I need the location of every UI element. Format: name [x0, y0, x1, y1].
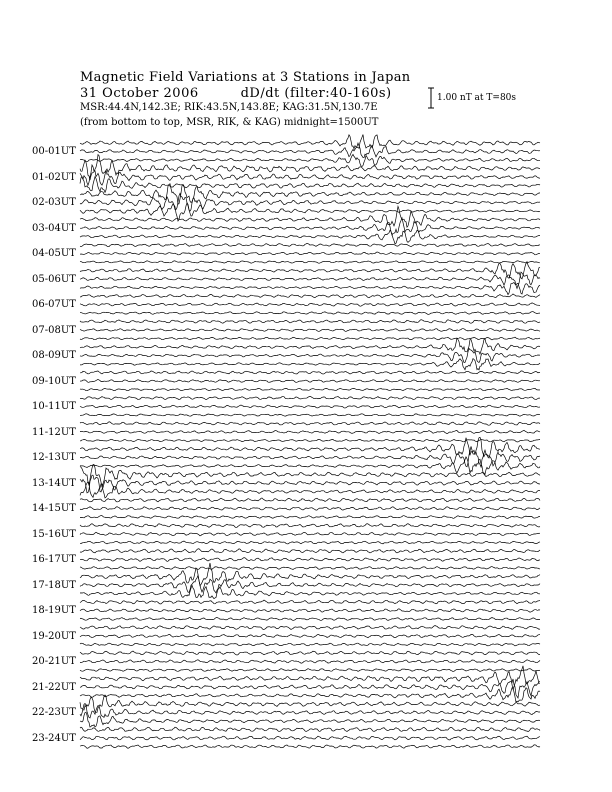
trace-01-02UT-KAG — [80, 155, 540, 181]
trace-10-11UT-KAG — [80, 396, 540, 399]
hour-label-21-22UT: 21-22UT — [32, 681, 76, 693]
trace-06-07UT-RIK — [80, 303, 540, 306]
hour-label-02-03UT: 02-03UT — [32, 197, 76, 208]
trace-20-21UT-KAG — [80, 651, 540, 655]
hour-label-09-10UT: 09-10UT — [32, 375, 76, 387]
trace-19-20UT-RIK — [80, 634, 540, 637]
trace-01-02UT-RIK — [80, 165, 540, 185]
hour-label-16-17UT: 16-17UT — [32, 554, 76, 565]
trace-03-04UT-MSR — [80, 230, 540, 244]
hour-label-15-16UT: 15-16UT — [32, 528, 76, 540]
hour-label-05-06UT: 05-06UT — [32, 273, 76, 285]
hour-label-10-11UT: 10-11UT — [32, 401, 76, 412]
trace-19-20UT-KAG — [80, 626, 540, 630]
trace-05-06UT-RIK — [80, 272, 540, 288]
trace-14-15UT-MSR — [80, 516, 540, 519]
trace-09-10UT-MSR — [80, 388, 540, 390]
hour-label-14-15UT: 14-15UT — [32, 503, 76, 514]
hour-label-01-02UT: 01-02UT — [32, 171, 76, 183]
trace-16-17UT-KAG — [80, 549, 540, 553]
trace-12-13UT-MSR — [80, 457, 540, 475]
trace-02-03UT-RIK — [80, 193, 540, 211]
trace-06-07UT-MSR — [80, 312, 540, 315]
trace-09-10UT-KAG — [80, 371, 540, 374]
trace-23-24UT-MSR — [80, 745, 540, 748]
chart-title: Magnetic Field Variations at 3 Stations in Japan — [80, 70, 411, 85]
trace-16-17UT-RIK — [80, 558, 540, 562]
hour-label-13-14UT: 13-14UT — [32, 477, 76, 489]
trace-04-05UT-RIK — [80, 252, 540, 255]
hour-label-12-13UT: 12-13UT — [32, 452, 76, 463]
trace-11-12UT-MSR — [80, 439, 540, 442]
trace-21-22UT-MSR — [80, 688, 540, 702]
trace-22-23UT-MSR — [80, 712, 540, 727]
hour-label-20-21UT: 20-21UT — [32, 656, 76, 667]
trace-08-09UT-KAG — [80, 338, 540, 354]
hour-label-17-18UT: 17-18UT — [32, 579, 76, 591]
hour-label-00-01UT: 00-01UT — [32, 146, 76, 157]
hour-label-06-07UT: 06-07UT — [32, 299, 76, 310]
hour-label-23-24UT: 23-24UT — [32, 732, 76, 744]
trace-09-10UT-RIK — [80, 379, 540, 382]
trace-07-08UT-RIK — [80, 329, 540, 332]
trace-14-15UT-KAG — [80, 498, 540, 502]
trace-07-08UT-KAG — [80, 320, 540, 324]
trace-10-11UT-RIK — [80, 405, 540, 408]
trace-17-18UT-RIK — [80, 576, 540, 593]
traces — [80, 135, 540, 749]
trace-05-06UT-MSR — [80, 283, 540, 295]
hour-label-04-05UT: 04-05UT — [32, 248, 76, 259]
trace-15-16UT-MSR — [80, 541, 540, 544]
trace-04-05UT-MSR — [80, 261, 540, 264]
trace-00-01UT-RIK — [80, 143, 540, 158]
quantity-label: dD/dt (filter:40-160s) — [240, 86, 392, 101]
trace-23-24UT-RIK — [80, 736, 540, 740]
scale-bar — [428, 88, 434, 108]
hour-label-08-09UT: 08-09UT — [32, 350, 76, 361]
trace-08-09UT-MSR — [80, 359, 540, 370]
trace-15-16UT-KAG — [80, 524, 540, 528]
hour-label-07-08UT: 07-08UT — [32, 324, 76, 336]
hour-label-03-04UT: 03-04UT — [32, 222, 76, 234]
trace-00-01UT-KAG — [80, 135, 540, 149]
trace-06-07UT-KAG — [80, 294, 540, 298]
trace-18-19UT-KAG — [80, 600, 540, 604]
date-label: 31 October 2006 — [80, 86, 199, 101]
hour-label-18-19UT: 18-19UT — [32, 605, 76, 616]
trace-05-06UT-KAG — [80, 262, 540, 279]
station-coordinates: MSR:44.4N,142.3E; RIK:43.5N,143.8E; KAG:31.5N,130.7E — [80, 102, 378, 113]
hour-label-11-12UT: 11-12UT — [32, 426, 76, 438]
trace-15-16UT-RIK — [80, 532, 540, 536]
trace-11-12UT-KAG — [80, 422, 540, 425]
trace-02-03UT-KAG — [80, 184, 540, 204]
hour-label-19-20UT: 19-20UT — [32, 630, 76, 642]
trace-18-19UT-MSR — [80, 618, 540, 621]
trace-08-09UT-RIK — [80, 348, 540, 362]
trace-11-12UT-RIK — [80, 430, 540, 433]
trace-17-18UT-MSR — [80, 585, 540, 598]
trace-22-23UT-KAG — [80, 695, 540, 712]
trace-order-note: (from bottom to top, MSR, RIK, & KAG) midnight=1500UT — [80, 117, 379, 128]
trace-18-19UT-RIK — [80, 609, 540, 612]
trace-03-04UT-RIK — [80, 218, 540, 235]
trace-00-01UT-MSR — [80, 154, 540, 166]
trace-10-11UT-MSR — [80, 414, 540, 417]
trace-14-15UT-RIK — [80, 507, 540, 510]
trace-20-21UT-MSR — [80, 669, 540, 672]
hour-label-22-23UT: 22-23UT — [32, 707, 76, 718]
trace-16-17UT-MSR — [80, 567, 540, 570]
trace-04-05UT-KAG — [80, 243, 540, 246]
trace-19-20UT-MSR — [80, 643, 540, 646]
trace-20-21UT-RIK — [80, 660, 540, 663]
trace-23-24UT-KAG — [80, 727, 540, 731]
trace-17-18UT-KAG — [80, 563, 540, 586]
scale-bar-label: 1.00 nT at T=80s — [437, 93, 517, 103]
